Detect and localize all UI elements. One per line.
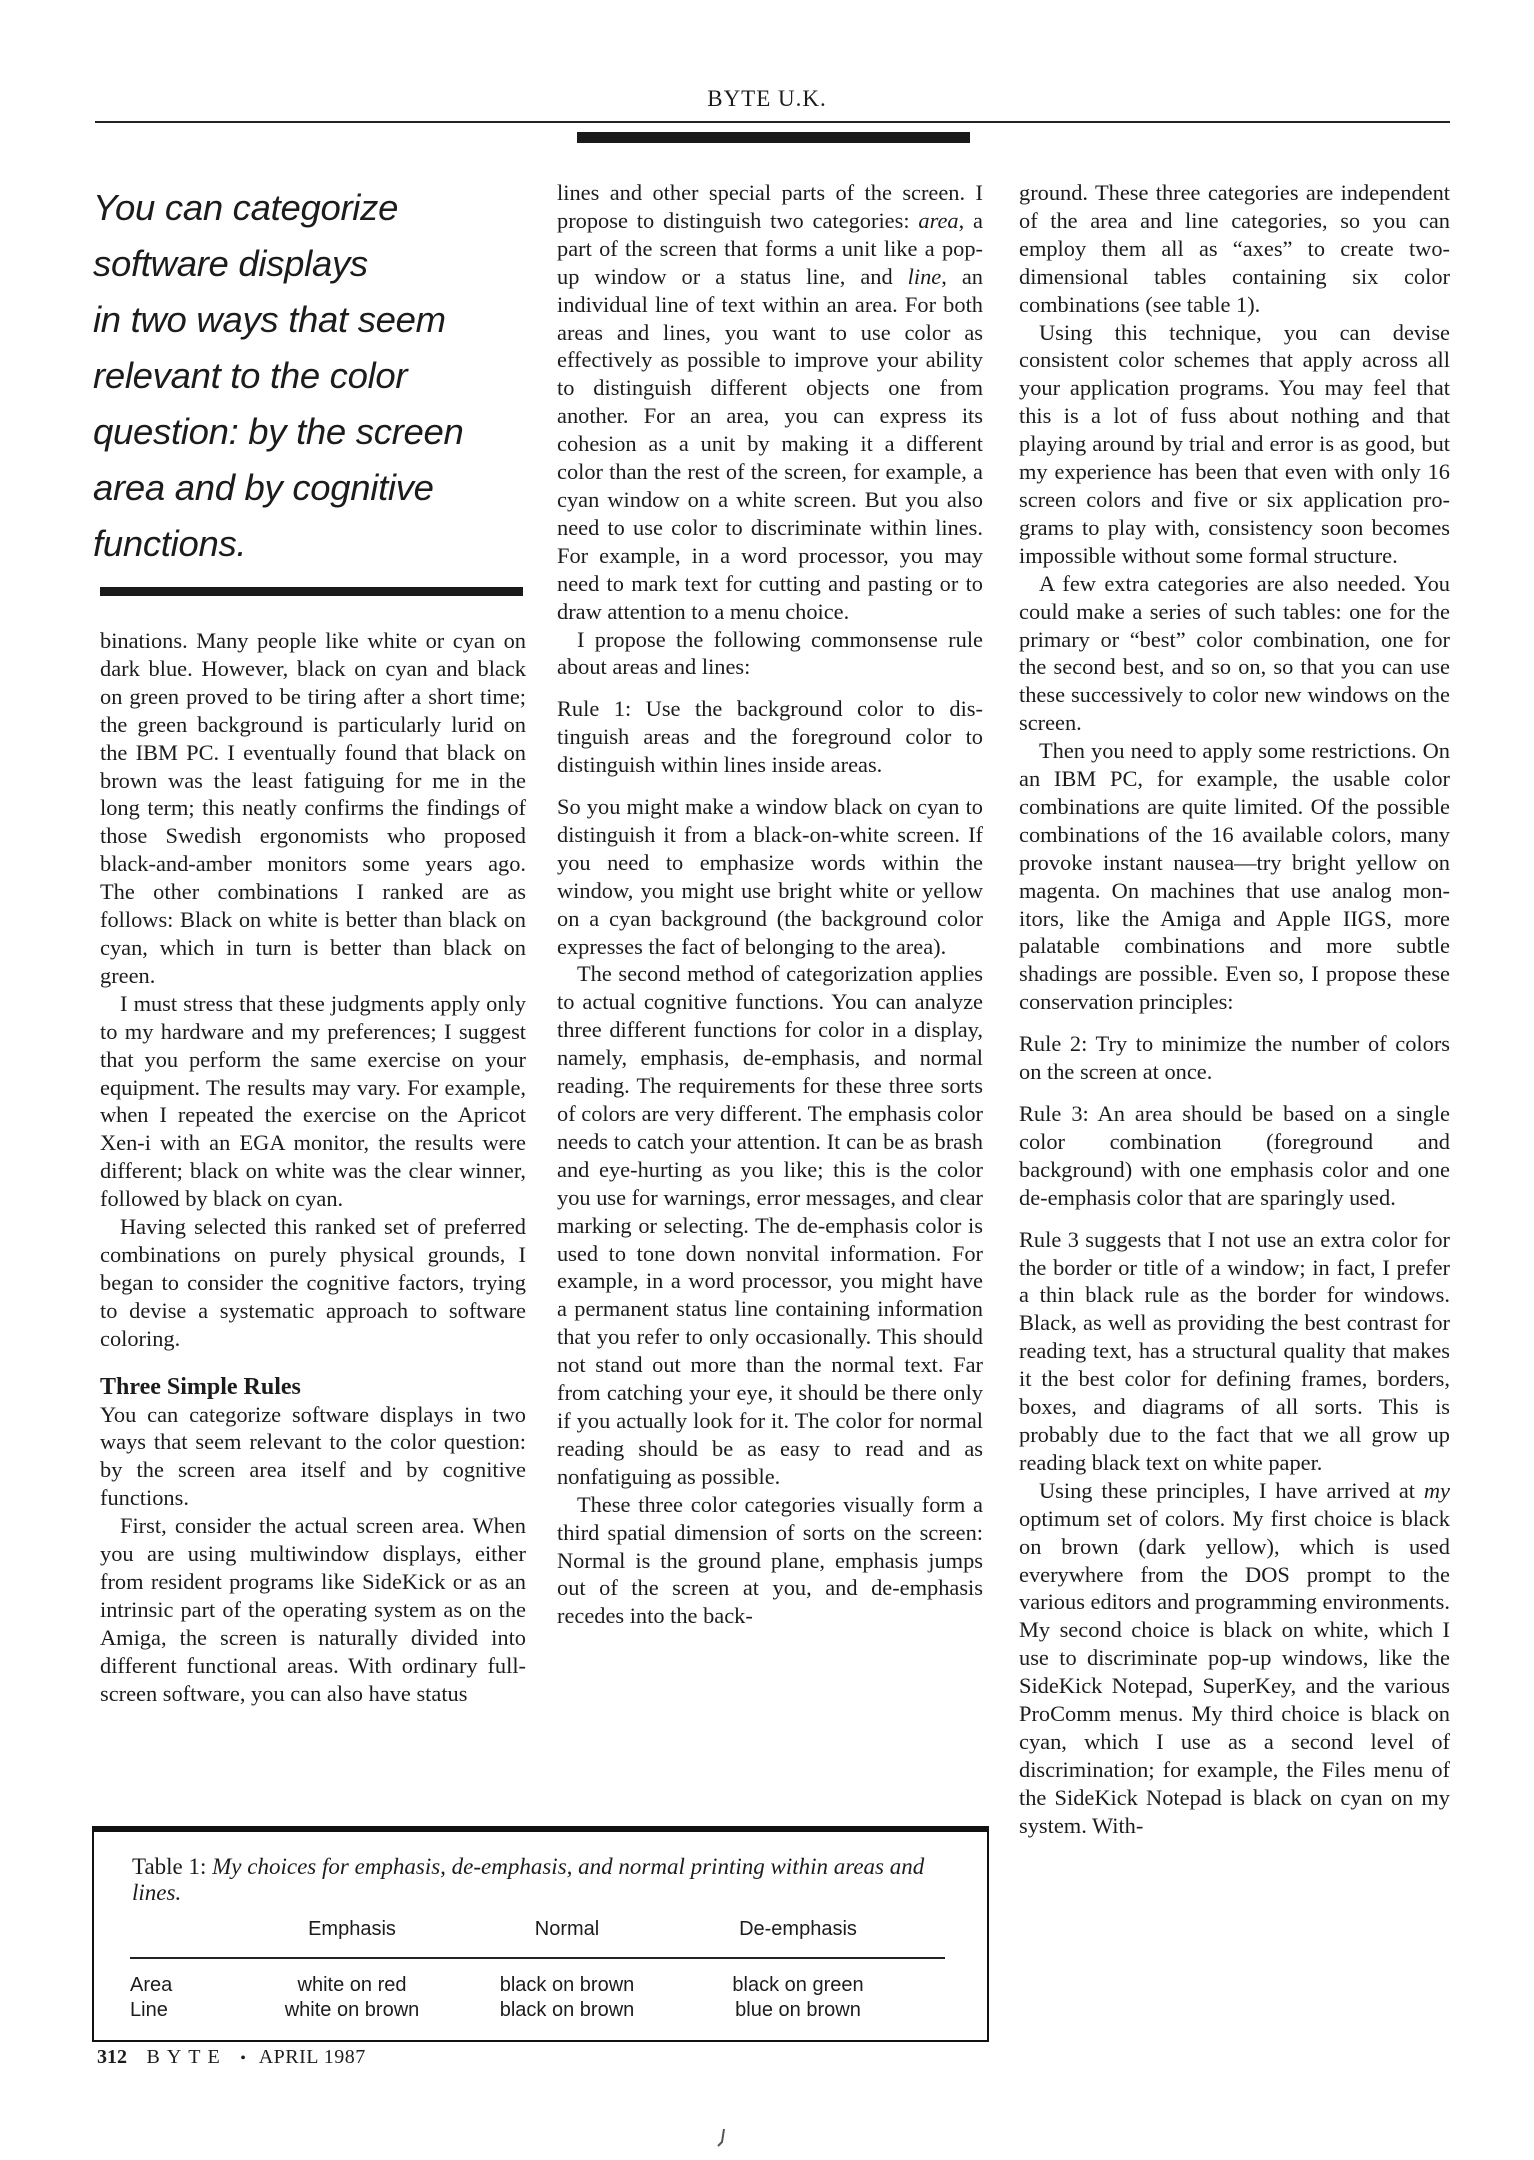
issue-date: APRIL 1987 bbox=[258, 2046, 366, 2068]
paragraph bbox=[1019, 1477, 1450, 1840]
italic-term-line: line bbox=[907, 263, 942, 289]
cell-line-normal: black on brown bbox=[499, 1999, 635, 2021]
paragraph: These three color categories visually form a third spatial dimension of sorts on the screen: Normal is the ground plane, emphasis jumps out of the screen at you, and de-emphasis recedes into the back- bbox=[557, 1491, 983, 1629]
header-bar bbox=[577, 132, 970, 143]
text-run: , an individual line of text within an area. For both areas and lines, you want to use color as effectively as possible to improve your ability to distinguish different objects one from another. For an area, you can express its cohesion as a unit by making it a different color than the rest of the screen, for example, a cyan window on a white screen. But you also need to use color to discriminate within lines. For example, in a word processor, you may need to mark text for cutting and pasting or to draw attention to a menu choice. bbox=[557, 263, 983, 624]
paragraph: Rule 3 suggests that I not use an extra color for the border or title of a window; in fact, I prefer a thin black rule as the border for windows. Black, as well as providing the best contrast for reading text, has a structural quality that makes it the best color for defining frames, borders, boxes, and diagrams of all sorts. This is probably due to the fact that we all grow up reading black text on white paper. bbox=[1019, 1226, 1450, 1475]
paragraph: Using this technique, you can devise consistent color schemes that apply across all your application programs. You may feel that this is a lot of fuss about nothing and that playing around by trial and error is as good, but my experience has been that even with only 16 screen colors and five or six application programs to play with, consistency soon becomes impossible without some formal structure. bbox=[1019, 319, 1450, 568]
running-head: BYTE U.K. bbox=[707, 86, 827, 111]
text-run: optimum set of colors. My first choice is black on brown (dark yellow), which is used everywhere from the DOS prompt to the various editors and programming environments. My second choice is black on white, which I use to discriminate pop-up windows, like the SideKick Notepad, SuperKey, and the various ProComm menus. My third choice is black on cyan, which I use as a second level of discrimination; for example, the Files menu of the SideKick Notepad is black on cyan on my system. With- bbox=[1019, 1505, 1450, 1838]
rule-3: Rule 3: An area should be based on a single color combination (foreground and background) with one emphasis color and one de-emphasis color that are sparingly used. bbox=[1019, 1101, 1450, 1210]
italic-word-my: my bbox=[1423, 1477, 1450, 1503]
paragraph: Having selected this ranked set of preferred combinations on purely physical grounds, I began to consider the cognitive factors, trying to devise a systematic approach to software coloring. bbox=[100, 1214, 526, 1351]
page-number: 312 bbox=[97, 2046, 127, 2068]
paragraph: ground. These three categories are independent of the area and line categories, so you can employ them all as “axes” to create two-dimensional tables containing six color combinations (see table 1). bbox=[1019, 180, 1450, 317]
cell-area-emphasis: white on red bbox=[297, 1974, 407, 1996]
table-rule bbox=[130, 1957, 945, 1959]
column-1 bbox=[100, 627, 526, 1708]
paragraph: I must stress that these judgments apply only to my hardware and my preferences; I suggest that you perform the same exercise on your equipment. The results may vary. For example, when I repeated the exercise on the Apricot Xen-i with an EGA monitor, the results were different; black on white was the clear winner, followed by black on cyan. bbox=[100, 990, 526, 1212]
header-rule bbox=[95, 121, 1450, 123]
footer-bullet: • bbox=[240, 2050, 247, 2067]
paragraph: First, consider the actual screen area. When you are using multiwindow displays, either from resident programs like SideKick or as an intrinsic part of the operating system as on the Amiga, the screen is naturally divided into different functional areas. With ordinary full-screen software, you can also have status bbox=[100, 1513, 526, 1706]
pull-quote bbox=[93, 180, 523, 572]
paragraph: A few extra categories are also needed. You could make a series of such tables: one for the primary or “best” color combination, one for the second best, and so on, so that you can use these successively to color new windows on the screen. bbox=[1019, 570, 1450, 736]
column-2 bbox=[557, 179, 983, 1630]
cell-line-deemphasis: blue on brown bbox=[735, 1999, 861, 2021]
table-1 bbox=[92, 1826, 989, 2042]
table-label: Table 1: bbox=[132, 1854, 207, 1879]
header-emphasis: Emphasis bbox=[308, 1918, 396, 1940]
pull-quote-line: software displays bbox=[93, 243, 368, 284]
paragraph bbox=[557, 179, 983, 626]
rule-2: Rule 2: Try to minimize the number of colors on the screen at once. bbox=[1019, 1031, 1450, 1085]
cell-area-deemphasis: black on green bbox=[732, 1974, 864, 1996]
row-label-area: Area bbox=[130, 1974, 173, 1996]
paragraph: So you might make a window black on cyan to distinguish it from a black-on-white screen. If you need to emphasize words within the window, you might use bright white or yellow on a cyan background (the background color expresses the fact of belonging to the area). bbox=[557, 794, 983, 959]
header-deemphasis: De-emphasis bbox=[739, 1918, 857, 1940]
paragraph: Then you need to apply some restrictions. On an IBM PC, for example, the usable color combinations are quite limited. Of the possible combinations of the 16 available colors, many provoke instant nausea—try bright yellow on magenta. On machines that use analog monitors, like the Amiga and Apple IIGS, more palatable combinations and more subtle shadings are possible. Even so, I propose these conservation principles: bbox=[1019, 738, 1450, 1015]
cell-area-normal: black on brown bbox=[499, 1974, 635, 1996]
paragraph: The second method of categorization applies to actual cognitive functions. You can analyze three different functions for color in a display, namely, emphasis, de-emphasis, and normal reading. The requirements for these three sorts of colors are very different. The emphasis color needs to catch your attention. It can be as brash and eye-hurting as you like; this is the color you use for warnings, error messages, and clear marking or selecting. The de-emphasis color is used to tone down nonvital information. For example, in a word processor, you might have a permanent status line containing information that you refer to only occasionally. This should not stand out more than the normal text. Far from catching your eye, it should be there only if you actually look for it. The color for normal reading should be as easy to read and as nonfatiguing as possible. bbox=[557, 961, 983, 1489]
text-run: lines and other special parts of the screen. I propose to distinguish two categories: bbox=[557, 180, 983, 233]
pull-quote-line: functions. bbox=[93, 523, 247, 564]
table-caption-text: My choices for emphasis, de-emphasis, and normal printing within areas and lines. bbox=[132, 1854, 925, 1905]
paragraph: You can categorize software displays in two ways that seem relevant to the color question: by the screen area itself and by cognitive functions. bbox=[100, 1401, 526, 1511]
table-caption bbox=[132, 1854, 932, 1906]
paragraph: binations. Many people like white or cyan on dark blue. However, black on cyan and black on green proved to be tiring after a short time; the green background is particularly lurid on the IBM PC. I eventually found that black on brown was the least fatiguing for me in the long term; this neatly confirms the findings of those Swedish ergonomists who proposed black-and-amber monitors some years ago. The other combinations I ranked are as follows: Black on white is better than black on cyan, which in turn is better than black on green. bbox=[100, 628, 526, 988]
pull-quote-line: question: by the screen bbox=[93, 411, 464, 452]
pull-quote-line: You can categorize bbox=[93, 187, 399, 228]
pull-quote-line: relevant to the color bbox=[93, 355, 408, 396]
pull-quote-line: in two ways that seem bbox=[93, 299, 446, 340]
text-run: , a part of the screen that forms a unit like a pop-up window or a status line, and bbox=[557, 207, 983, 289]
text-run: Using these principles, I have arrived at bbox=[1039, 1477, 1424, 1503]
page-footer bbox=[97, 2046, 366, 2069]
paragraph: I propose the following commonsense rule about areas and lines: bbox=[557, 626, 983, 680]
cell-line-emphasis: white on brown bbox=[284, 1999, 420, 2021]
rule-1: Rule 1: Use the background color to distinguish areas and the foreground color to distinguish within lines inside areas. bbox=[557, 696, 983, 778]
pull-quote-line: area and by cognitive bbox=[93, 467, 434, 508]
header-normal: Normal bbox=[534, 1918, 600, 1940]
stray-ink-mark bbox=[715, 2128, 729, 2148]
section-heading: Three Simple Rules bbox=[100, 1373, 301, 1400]
pull-quote-bar bbox=[100, 587, 523, 596]
italic-term-area: area bbox=[918, 207, 959, 233]
column-3 bbox=[1019, 179, 1450, 1840]
magazine-name: BYTE bbox=[146, 2046, 227, 2068]
row-label-line: Line bbox=[130, 1999, 168, 2021]
